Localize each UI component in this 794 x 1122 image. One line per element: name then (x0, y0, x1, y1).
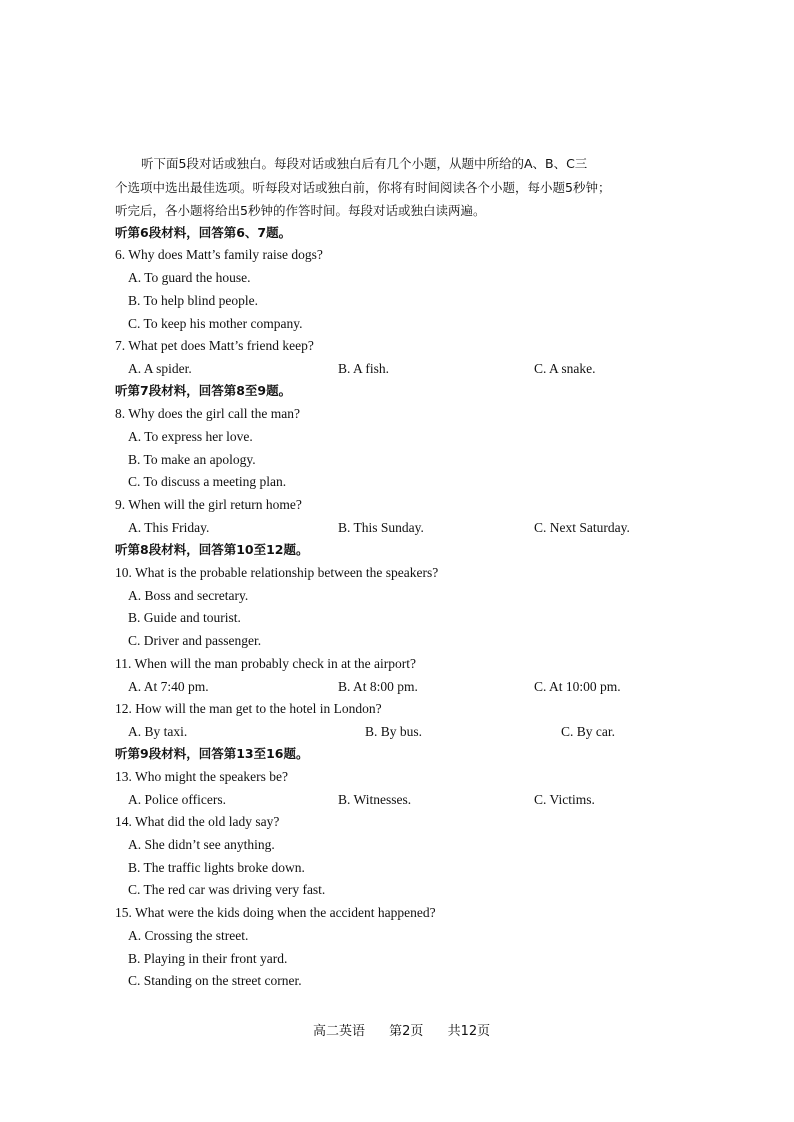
question-7-option-b: B. A fish. (338, 361, 390, 376)
question-15-option-c: C. Standing on the street corner. (128, 973, 302, 988)
instruction-line-3: 听完后，各小题将给出5秒钟的作答时间。每段对话或独白读两遍。 (115, 203, 486, 218)
question-8-option-b: B. To make an apology. (128, 452, 256, 467)
section-heading-8: 听第8段材料，回答第10至12题。 (115, 542, 309, 557)
question-15-option-b: B. Playing in their front yard. (128, 951, 288, 966)
section-heading-9: 听第9段材料，回答第13至16题。 (115, 746, 309, 761)
section-heading-6: 听第6段材料，回答第6、7题。 (115, 225, 292, 240)
question-12-stem: 12. How will the man get to the hotel in London? (115, 701, 382, 716)
question-11-option-c: C. At 10:00 pm. (534, 679, 621, 694)
question-10-option-a: A. Boss and secretary. (128, 588, 249, 603)
question-14-option-b: B. The traffic lights broke down. (128, 860, 305, 875)
instruction-line-2: 个选项中选出最佳选项。听每段对话或独白前，你将有时间阅读各个小题，每小题5秒钟； (115, 180, 611, 195)
question-8-option-a: A. To express her love. (128, 429, 253, 444)
footer-subject: 高二英语 (313, 1024, 366, 1039)
question-13-stem: 13. Who might the speakers be? (115, 769, 288, 784)
question-12-option-c: C. By car. (561, 724, 615, 739)
question-11-option-a: A. At 7:40 pm. (128, 679, 209, 694)
question-9-stem: 9. When will the girl return home? (115, 497, 302, 512)
question-6-option-c: C. To keep his mother company. (128, 316, 303, 331)
footer-total-pages: 共12页 (447, 1024, 491, 1039)
question-14-stem: 14. What did the old lady say? (115, 814, 280, 829)
question-10-option-c: C. Driver and passenger. (128, 633, 262, 648)
page-footer (313, 1020, 490, 1039)
question-12-option-b: B. By bus. (365, 724, 423, 739)
question-7-stem: 7. What pet does Matt’s friend keep? (115, 338, 314, 353)
question-7-option-a: A. A spider. (128, 361, 192, 376)
question-9-option-c: C. Next Saturday. (534, 520, 630, 535)
question-6-option-a: A. To guard the house. (128, 270, 251, 285)
question-15-stem: 15. What were the kids doing when the accident happened? (115, 905, 436, 920)
question-13-option-c: C. Victims. (534, 792, 595, 807)
question-10-option-b: B. Guide and tourist. (128, 610, 241, 625)
section-heading-7: 听第7段材料，回答第8至9题。 (115, 383, 292, 398)
question-10-stem: 10. What is the probable relationship between the speakers? (115, 565, 439, 580)
question-6-stem: 6. Why does Matt’s family raise dogs? (115, 247, 323, 262)
question-6-option-b: B. To help blind people. (128, 293, 259, 308)
question-14-option-a: A. She didn’t see anything. (128, 837, 275, 852)
question-8-stem: 8. Why does the girl call the man? (115, 406, 300, 421)
question-13-option-a: A. Police officers. (128, 792, 226, 807)
question-7-option-c: C. A snake. (534, 361, 596, 376)
question-12-option-a: A. By taxi. (128, 724, 188, 739)
question-15-option-a: A. Crossing the street. (128, 928, 249, 943)
question-9-option-b: B. This Sunday. (338, 520, 424, 535)
question-11-stem: 11. When will the man probably check in at the airport? (115, 656, 417, 671)
question-8-option-c: C. To discuss a meeting plan. (128, 474, 287, 489)
footer-page-number: 第2页 (389, 1024, 424, 1039)
question-11-option-b: B. At 8:00 pm. (338, 679, 418, 694)
instruction-line-1: 听下面5段对话或独白。每段对话或独白后有几个小题，从题中所给的A、B、C三 (141, 156, 588, 171)
question-13-option-b: B. Witnesses. (338, 792, 412, 807)
question-14-option-c: C. The red car was driving very fast. (128, 882, 326, 897)
question-9-option-a: A. This Friday. (128, 520, 210, 535)
